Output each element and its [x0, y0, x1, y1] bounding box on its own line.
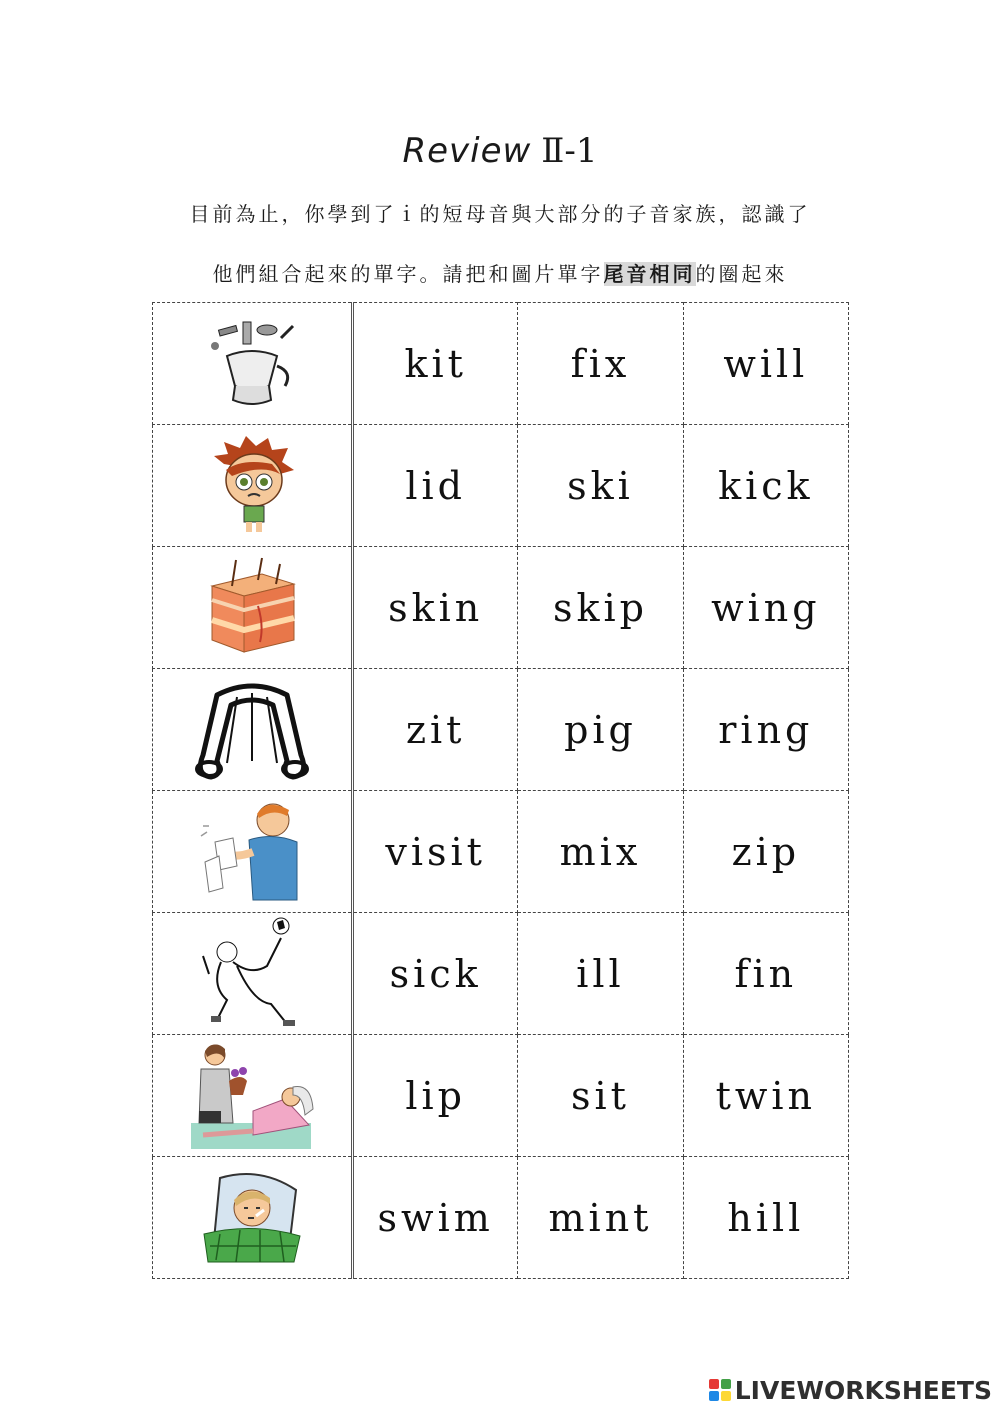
hospital-visit-icon	[189, 1039, 315, 1153]
word-option[interactable]: skip	[552, 585, 648, 630]
word-option[interactable]: ill	[576, 951, 625, 996]
logo-block	[721, 1391, 731, 1401]
word-option[interactable]: zit	[405, 707, 466, 752]
word-cell[interactable]	[518, 791, 683, 913]
table-row	[153, 669, 849, 791]
logo-blocks-icon	[709, 1379, 731, 1401]
word-cell[interactable]	[683, 1035, 848, 1157]
kitchen-utensils-pot-icon	[197, 316, 307, 412]
word-option[interactable]: fin	[734, 951, 798, 996]
word-cell[interactable]	[518, 303, 683, 425]
title-number: Ⅱ-1	[541, 131, 598, 171]
word-option[interactable]: pig	[564, 707, 637, 752]
word-cell[interactable]	[353, 1035, 518, 1157]
picture-cell	[153, 913, 353, 1035]
word-cell[interactable]	[353, 1157, 518, 1279]
word-option[interactable]: twin	[715, 1073, 817, 1118]
word-cell[interactable]	[683, 547, 848, 669]
word-option[interactable]: ski	[567, 463, 634, 508]
word-option[interactable]: lip	[405, 1073, 466, 1118]
table-row	[153, 303, 849, 425]
picture-cell	[153, 303, 353, 425]
logo-block	[709, 1391, 719, 1401]
table-row	[153, 425, 849, 547]
worksheet-title	[0, 128, 1000, 174]
word-cell[interactable]	[353, 425, 518, 547]
word-option[interactable]: kit	[404, 341, 467, 386]
instruction-line-2-start: 他們組合起來的單字。請把和圖片單字	[212, 262, 604, 286]
picture-cell	[153, 547, 353, 669]
word-option[interactable]: skin	[388, 585, 484, 630]
sick-boy-in-bed-icon	[200, 1170, 304, 1266]
word-option[interactable]: swim	[377, 1195, 494, 1240]
word-option[interactable]: will	[723, 341, 809, 386]
word-cell[interactable]	[353, 791, 518, 913]
word-cell[interactable]	[353, 669, 518, 791]
picture-cell	[153, 791, 353, 913]
logo-text: LIVEWORKSHEETS	[734, 1375, 992, 1405]
table-row	[153, 547, 849, 669]
logo-block	[709, 1379, 719, 1389]
word-option[interactable]: fix	[570, 341, 631, 386]
logo-block	[721, 1379, 731, 1389]
word-option[interactable]: sit	[571, 1073, 630, 1118]
picture-cell	[153, 425, 353, 547]
instruction-line-1: 目前為止，你學到了ｉ的短母音與大部分的子音家族，認識了	[189, 202, 811, 226]
word-option[interactable]: kick	[718, 463, 814, 508]
word-option[interactable]: visit	[385, 829, 486, 874]
skin-layers-icon	[202, 556, 302, 660]
title-word: Review	[402, 131, 532, 171]
word-cell[interactable]	[353, 547, 518, 669]
instruction-line-2	[0, 258, 1000, 287]
word-cell[interactable]	[683, 913, 848, 1035]
word-cell[interactable]	[353, 913, 518, 1035]
table-row	[153, 913, 849, 1035]
word-cell[interactable]	[518, 425, 683, 547]
table-row	[153, 1035, 849, 1157]
word-cell[interactable]	[683, 669, 848, 791]
word-cell[interactable]	[683, 1157, 848, 1279]
table-row	[153, 1157, 849, 1279]
boy-ripping-paper-icon	[197, 796, 307, 908]
boy-kicking-ball-icon	[197, 916, 307, 1032]
liveworksheets-logo	[709, 1373, 992, 1407]
word-cell[interactable]	[518, 669, 683, 791]
word-option[interactable]: mint	[548, 1195, 653, 1240]
word-option[interactable]: zip	[731, 829, 801, 874]
word-option[interactable]: mix	[559, 829, 642, 874]
word-option[interactable]: ring	[718, 707, 814, 752]
picture-cell	[153, 1035, 353, 1157]
kid-boy-icon	[202, 434, 302, 538]
word-cell[interactable]	[518, 913, 683, 1035]
word-cell[interactable]	[518, 547, 683, 669]
word-cell[interactable]	[353, 303, 518, 425]
word-grid	[152, 302, 849, 1279]
picture-cell	[153, 669, 353, 791]
word-option[interactable]: sick	[389, 951, 482, 996]
word-cell[interactable]	[518, 1157, 683, 1279]
instruction-line-2-end: 的圈起來	[695, 262, 788, 286]
word-option[interactable]: hill	[727, 1195, 805, 1240]
word-option[interactable]: wing	[711, 585, 821, 630]
word-cell[interactable]	[683, 303, 848, 425]
scroll-paper-icon	[177, 675, 327, 785]
word-cell[interactable]	[518, 1035, 683, 1157]
word-cell[interactable]	[683, 425, 848, 547]
table-row	[153, 791, 849, 913]
word-cell[interactable]	[683, 791, 848, 913]
picture-cell	[153, 1157, 353, 1279]
instruction-highlight: 尾音相同	[603, 262, 696, 286]
word-option[interactable]: lid	[405, 463, 466, 508]
